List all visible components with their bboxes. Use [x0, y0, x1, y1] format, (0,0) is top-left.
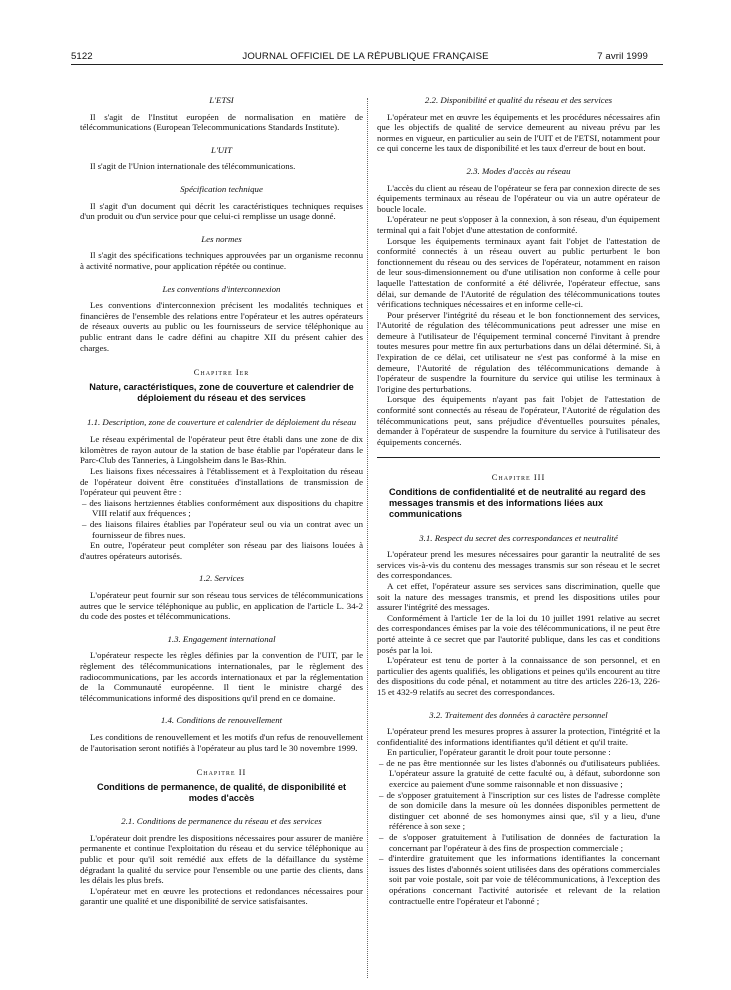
chapter-1-label: Chapitre Ier: [193, 367, 250, 378]
section-1-3-paragraph: L'opérateur respecte les règles définies par la convention de l'UIT, par le règlement des télécommunications internationales, par le règlement des radiocommunications, par les accords internationaux et par la réglementation de la Communauté européenne. Il tient le ministre chargé des télécommunications informé des dispositions qu'il prend en ce domaine.: [80, 650, 363, 703]
page-number: 5122: [71, 51, 93, 62]
section-2-3-paragraph: L'opérateur ne peut s'opposer à la connexion, à son réseau, d'un équipement terminal qui a fait l'objet d'une attestation de conformité.: [377, 214, 660, 235]
section-2-2-heading: 2.2. Disponibilité et qualité du réseau et des services: [424, 95, 613, 105]
section-1-3-heading: 1.3. Engagement international: [167, 633, 276, 644]
chapter-3-label: Chapitre III: [491, 472, 546, 483]
chapter-3-title: Conditions de confidentialité et de neutralité au regard des messages transmis et des informations liées aux communications: [389, 487, 646, 520]
definition-text-conventions: Les conventions d'interconnexion précisent les modalités techniques et financières de l'ensemble des relations entre l'opérateur et les autres opérateurs de réseaux ouverts au public ou les fournisseurs de service téléphonique au public entrant dans le cadre défini au chapitre XII du présent cahier des charges.: [80, 300, 363, 353]
list-item: – des liaisons filaires établies par l'opérateur seul ou via un contrat avec un fournisseur de fibres nues.: [82, 519, 363, 540]
definition-text-normes: Il s'agit des spécifications techniques approuvées par un organisme reconnu à activité normative, pour application répétée ou continue.: [80, 250, 363, 271]
journal-title: JOURNAL OFFICIEL DE LA RÉPUBLIQUE FRANÇAISE: [242, 51, 489, 62]
list-item: – d'interdire gratuitement que les informations identifiantes la concernant issues des listes d'abonnés soient utilisées dans des opérations commerciales soit par voie postale, soit par voie de télécommunications, à l'exception des opérations concernant l'activité autorisée et relevant de la relation contractuelle entre l'opérateur et l'abonné ;: [379, 853, 660, 906]
section-2-3-paragraph: L'accès du client au réseau de l'opérateur se fera par connexion directe de ses équipements terminaux au réseau de l'opérateur ou via un autre opérateur de boucle locale.: [377, 182, 660, 214]
chapter-2-title: Conditions de permanence, de qualité, de disponibilité et modes d'accès: [96, 781, 347, 803]
left-column: [80, 95, 363, 907]
issue-date: 7 avril 1999: [597, 51, 648, 62]
page-header: [0, 0, 731, 72]
definition-heading-spec: Spécification technique: [180, 183, 263, 194]
definition-heading-conventions: Les conventions d'interconnexion: [162, 283, 281, 294]
definition-heading-etsi: L'ETSI: [209, 95, 234, 105]
section-2-1-heading: 2.1. Conditions de permanence du réseau et des services: [121, 816, 322, 827]
right-column: [377, 95, 660, 906]
section-1-1-paragraph: En outre, l'opérateur peut compléter son réseau par des liaisons louées à d'autres opérateurs autorisés.: [80, 540, 363, 561]
chapter-1-title: Nature, caractéristiques, zone de couverture et calendrier de déploiement du réseau et des services: [89, 381, 354, 403]
section-1-4-paragraph: Les conditions de renouvellement et les motifs d'un refus de renouvellement de l'autorisation seront notifiés à l'opérateur au plus tard le 30 novembre 1999.: [80, 731, 363, 753]
definition-text-uit: Il s'agit de l'Union internationale des télécommunications.: [90, 161, 296, 172]
section-3-2-paragraph: L'opérateur prend les mesures propres à assurer la protection, l'intégrité et la confidentialité des informations identifiantes qu'il détient et qu'il traite.: [377, 726, 660, 747]
list-item: – de s'opposer gratuitement à l'inscription sur ces listes de l'adresse complète de son domicile dans la mesure où les données disponibles permettent de distinguer cet abonné de ses homonymes ainsi que, s'il y a lieu, d'une référence à son sexe ;: [379, 789, 660, 832]
section-1-1-heading: 1.1. Description, zone de couverture et calendrier de déploiement du réseau: [86, 417, 357, 428]
list-item: – des liaisons hertziennes établies conformément aux dispositions du chapitre VIII relatif aux fréquences ;: [82, 497, 363, 519]
section-1-4-heading: 1.4. Conditions de renouvellement: [160, 715, 283, 726]
section-2-2-paragraph: L'opérateur met en œuvre les équipements et les procédures nécessaires afin que les objectifs de qualité de service demeurent au niveau prévu par les normes en vigueur, en particulier au sein de l'UIT et de l'ETSI, notamment pour ce qui concerne les taux de disponibilité et les taux d'erreur de bout en bout.: [377, 111, 660, 154]
section-1-1-paragraph: Les liaisons fixes nécessaires à l'établissement et à l'exploitation du réseau de l'opérateur doivent être constituées d'installations de transmission de l'opérateur qui peuvent être :: [80, 466, 363, 498]
section-2-1-paragraph: L'opérateur doit prendre les dispositions nécessaires pour assurer de manière permanente et continue l'exploitation du réseau et du service téléphonique au public et pour qu'il soit remédié aux effets de la défaillance du système dégradant la qualité du service pour l'ensemble ou une partie des clients, dans les délais les plus brefs.: [80, 832, 363, 886]
section-3-1-paragraph: A cet effet, l'opérateur assure ses services sans discrimination, quelle que soit la nature des messages transmis, et prend les dispositions utiles pour assurer l'intégrité des messages.: [377, 580, 660, 613]
section-2-3-paragraph: Lorsque les équipements terminaux ayant fait l'objet de l'attestation de conformité connectés à un réseau ouvert au public perturbent le bon fonctionnement du réseau ou des services de l'opérateur, notamment en raison de leur sous-dimensionnement ou d'une utilisation non conforme à celle pour laquelle l'attestation de conformité a été délivrée, l'opérateur effectue, sans délai, sur demande de l'Autorité de régulation des télécommunications toutes vérifications techniques nécessaires et en informe celle-ci.: [377, 235, 660, 310]
section-2-3-heading: 2.3. Modes d'accès au réseau: [466, 165, 571, 176]
chapter-separator-rule: [377, 457, 660, 458]
section-3-2-paragraph: En particulier, l'opérateur garantit le droit pour toute personne :: [387, 747, 611, 758]
section-1-2-heading: 1.2. Services: [199, 573, 244, 584]
section-3-1-paragraph: L'opérateur est tenu de porter à la connaissance de son personnel, et en particulier des agents qualifiés, les obligations et peines qu'ils encourent au titre des dispositions du code pénal, et notamment au titre des articles 226-13, 226-15 et 432-9 relatifs au secret des correspondances.: [377, 655, 660, 697]
section-3-1-paragraph: L'opérateur prend les mesures nécessaires pour garantir la neutralité de ses services vis-à-vis du contenu des messages transmis sur son réseau et le secret des correspondances.: [377, 549, 660, 581]
section-3-1-paragraph: Conformément à l'article 1er de la loi du 10 juillet 1991 relative au secret des correspondances émises par la voie des télécommunications, il ne peut être porté atteinte à ce secret que par l'autorité publique, dans les cas et conditions posés par la loi.: [377, 612, 660, 655]
section-3-2-list: [377, 758, 660, 906]
section-1-1-paragraph: Le réseau expérimental de l'opérateur peut être établi dans une zone de dix kilomètres de rayon autour de la station de base établie par l'opérateur dans le Parc-Club des Tanneries, à Lingolsheim dans le Bas-Rhin.: [80, 434, 363, 466]
section-2-1-paragraph: L'opérateur met en œuvre les protections et redondances nécessaires pour garantir une qualité et une disponibilité de service satisfaisantes.: [80, 885, 363, 907]
section-3-1-heading: 3.1. Respect du secret des correspondances et neutralité: [419, 532, 618, 543]
header-rule: [71, 64, 663, 65]
section-1-2-paragraph: L'opérateur peut fournir sur son réseau tous services de télécommunications autres que le service téléphonique au public, en application de l'article L. 34-2 du code des postes et télécommunications.: [80, 590, 363, 622]
definition-heading-normes: Les normes: [201, 233, 242, 244]
definition-text-etsi: Il s'agit de l'Institut européen de normalisation en matière de télécommunications (European Telecommunications Standards Institute).: [80, 111, 363, 133]
column-divider: [367, 98, 368, 978]
list-item: – de s'opposer gratuitement à l'utilisation de données de facturation la concernant par l'opérateur à des fins de prospection commerciale ;: [379, 832, 660, 853]
list-item: – de ne pas être mentionnée sur les listes d'abonnés ou d'utilisateurs publiées. L'opérateur assure la gratuité de cette faculté ou, à défaut, subordonne son exercice au paiement d'une somme raisonnable et non dissuasive ;: [379, 757, 660, 790]
definition-heading-uit: L'UIT: [210, 144, 233, 155]
definition-text-spec: Il s'agit d'un document qui décrit les caractéristiques techniques requises d'un produit ou d'un service pour que celui-ci remplisse un usage donné.: [80, 200, 363, 222]
chapter-2-label: Chapitre II: [196, 767, 247, 778]
section-3-2-heading: 3.2. Traitement des données à caractère personnel: [429, 709, 608, 720]
section-2-3-paragraph: Pour préserver l'intégrité du réseau et le bon fonctionnement des services, l'Autorité de régulation des télécommunications peut adresser une mise en demeure à l'utilisateur de l'équipement terminal concerné l'invitant à prendre toutes mesures pour mettre fin aux perturbations dans un délai déterminé. Si, à l'expiration de ce délai, cet utilisateur ne s'est pas conformé à la mise en demeure, l'Autorité de régulation des télécommunications demande à l'opérateur de suspendre la fourniture du service qui utilise les terminaux à l'origine des perturbations.: [377, 309, 660, 394]
section-2-3-paragraph: Lorsque des équipements n'ayant pas fait l'objet de l'attestation de conformité sont connectés au réseau de l'opérateur, l'Autorité de régulation des télécommunications peut, sans préjudice d'éventuelles poursuites pénales, demander à l'opérateur de suspendre la fourniture du service à l'utilisateur des équipements concernés.: [377, 394, 660, 447]
section-1-1-list: [80, 498, 363, 540]
